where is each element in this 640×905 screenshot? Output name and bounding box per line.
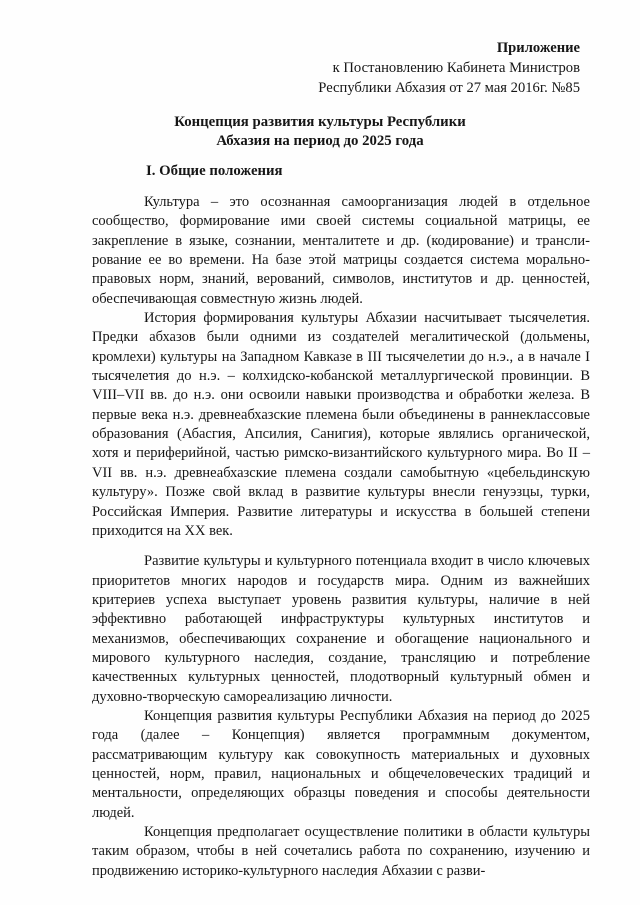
- document-body: [92, 193, 590, 881]
- document-title: [0, 113, 640, 151]
- paragraph: Развитие культуры и культурного потенциала входит в число ключевых приоритетов многих народов и государств мира. Одним из важнейших критериев успеха выступает уровень развития культуры, наличие в ней эффективно работающей инфраструктуры культурных институтов и механизмов, обеспечивающих сохранение и обогащение национального и мирового культурного наследия, создание, трансляцию и потребление качественных культурных ценностей, плодотворный культурный обмен и духовно-творческую самореализацию личности.: [92, 553, 590, 705]
- paragraph: Концепция развития культуры Республики Абхазия на период до 2025 года (далее – Концепция) является программным документом, рассматривающим культуру как совокупность материальных и духовных ценностей, норм, правил, национальных и общечеловеческих традиций и ментальности, определяющих образцы поведения и способы деятельности людей.: [92, 707, 590, 821]
- paragraph: История формирования культуры Абхазии насчитывает тысячелетия. Предки абхазов были одними из создателей мегалитической (дольмены, кромлехи) культуры на Западном Кавказе в III тысячелетии до н.э., а в начале I тысячелетия до н.э. – колхидско-кобанской металлургической провинции. В VIII–VII вв. до н.э. они освоили навыки производства и обработки железа. В первые века н.э. древнеабхазские племена были объединены в раннеклассовые образования (Абасгия, Апсилия, Санигия), которые являлись органической, хотя и периферийной, частью римско-византийского культурного мира. Во II – VII вв. н.э. древнеабхазские племена создали самобытную «цебельдинскую культуру». Позже свой вклад в развитие культуры внесли генуэзцы, турки, Российская Империя. Развитие литературы и искусства в большей степени приходится на XX век.: [92, 310, 590, 539]
- document-title-line-1: Концепция развития культуры Республики: [174, 114, 466, 130]
- appendix-block: [318, 38, 580, 98]
- document-title-line-2: Абхазия на период до 2025 года: [216, 133, 424, 149]
- section-heading: I. Общие положения: [146, 163, 283, 179]
- paragraph: Концепция предполагает осуществление политики в области культуры таким образом, чтобы в ней сочетались работа по сохранению, изучению и продвижению историко-культурного наследия Абхазии с разви-: [92, 824, 590, 879]
- appendix-line-1: к Постановлению Кабинета Министров: [332, 60, 580, 76]
- appendix-heading: Приложение: [496, 40, 580, 56]
- appendix-line-2: Республики Абхазия от 27 мая 2016г. №85: [318, 80, 580, 96]
- paragraph: Культура – это осознанная самоорганизация людей в отдельное сообщество, формирование ими своей системы социальной матрицы, ее закрепление в языке, сознании, менталитете и др. (кодирование) и транслирование ее во времени. На базе этой матрицы создается система морально-правовых норм, знаний, верований, символов, институтов и др. ценностей, обеспечивающая совместную жизнь людей.: [92, 194, 590, 307]
